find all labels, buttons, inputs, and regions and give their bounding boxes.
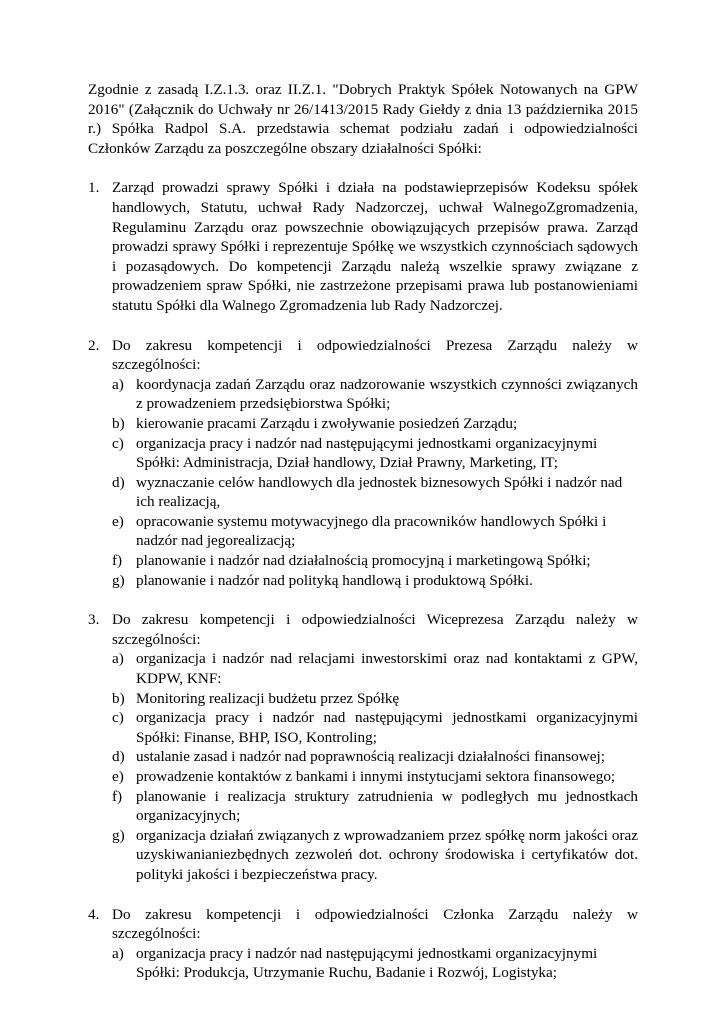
item-text: organizacja i nadzór nad relacjami inwestorskimi oraz nad kontaktami z GPW, KDPW, KNF: xyxy=(136,650,638,688)
item-text: wyznaczanie celów handlowych dla jednostek biznesowych Spółki i nadzór nad ich realizacją, xyxy=(136,473,623,511)
item-letter: g) xyxy=(112,826,125,844)
item-text: organizacja pracy i nadzór nad następującymi jednostkami organizacyjnymi Spółki: Finanse, BHP, ISO, Kontroling; xyxy=(136,709,638,746)
list-item xyxy=(112,689,638,709)
section-text: Do zakresu kompetencji i odpowiedzialności Prezesa Zarządu należy w szczególności: xyxy=(112,336,638,374)
item-letter: c) xyxy=(112,709,124,727)
item-text: ustalanie zasad i nadzór nad poprawnością realizacji działalności finansowej; xyxy=(136,748,605,766)
item-letter: b) xyxy=(112,414,125,432)
item-list xyxy=(112,944,638,983)
item-text: organizacja pracy i nadzór nad następującymi jednostkami organizacyjnymi Spółki: Administracja, Dział handlowy, Dział Prawny, Marketing, IT; xyxy=(136,434,598,472)
list-item xyxy=(112,512,638,551)
section-number: 2. xyxy=(88,336,100,354)
item-text: kierowanie pracami Zarządu i zwoływanie posiedzeń Zarządu; xyxy=(136,414,518,432)
section-text: Zarząd prowadzi sprawy Spółki i działa na podstawieprzepisów Kodeksu spółek handlowych, Statutu, uchwał Rady Nadzorczej, uchwał WalnegoZgromadzenia, Regulaminu Zarządu oraz powszechnie obowiązujących przepisów prawa. Zarząd prowadzi sprawy Spółki i reprezentuje Spółkę we wszystkich czynnościach sądowych i pozasądowych. Do kompetencji Zarządu należą wszelkie sprawy związane z prowadzeniem spraw Spółki, nie zastrzeżone przepisami prawa lub postanowieniami statutu Spółki dla Walnego Zgromadzenia lub Rady Nadzorczej. xyxy=(112,179,638,314)
section-number: 4. xyxy=(88,905,100,923)
item-text: organizacja działań związanych z wprowadzaniem przez spółkę norm jakości oraz uzyskiwanianiezbędnych zezwoleń dot. ochrony środowiska i certyfikatów dot. polityki jakości i bezpieczeństwa pracy. xyxy=(136,826,638,883)
item-letter: a) xyxy=(112,944,124,962)
list-item xyxy=(112,375,638,414)
item-letter: a) xyxy=(112,650,124,668)
item-letter: f) xyxy=(112,552,123,570)
list-item xyxy=(112,787,638,826)
list-item xyxy=(112,434,638,473)
item-text: prowadzenie kontaktów z bankami i innymi instytucjami sektora finansowego; xyxy=(136,768,616,785)
list-item xyxy=(112,649,638,688)
list-item xyxy=(112,944,638,983)
item-letter: e) xyxy=(112,768,124,785)
item-letter: c) xyxy=(112,434,124,452)
item-letter: a) xyxy=(112,375,124,393)
list-item xyxy=(112,473,638,512)
item-text: planowanie i realizacja struktury zatrudnienia w podległych mu jednostkach organizacyjnych; xyxy=(136,787,638,825)
item-list xyxy=(112,649,638,884)
item-letter: d) xyxy=(112,473,125,491)
item-text: planowanie i nadzór nad polityką handlową i produktową Spółki. xyxy=(136,571,533,589)
list-item xyxy=(112,551,638,571)
list-item xyxy=(112,747,638,767)
section-text: Do zakresu kompetencji i odpowiedzialności Wiceprezesa Zarządu należy w szczególności: xyxy=(112,611,638,648)
item-text: Monitoring realizacji budżetu przez Spółkę xyxy=(136,689,400,707)
section-3 xyxy=(88,610,638,884)
list-item xyxy=(112,826,638,885)
item-text: organizacja pracy i nadzór nad następującymi jednostkami organizacyjnymi Spółki: Produkcja, Utrzymanie Ruchu, Badanie i Rozwój, Logistyka; xyxy=(136,944,598,982)
document-content xyxy=(88,80,638,1003)
intro-paragraph: Zgodnie z zasadą I.Z.1.3. oraz II.Z.1. "Dobrych Praktyk Spółek Notowanych na GPW 2016" (Załącznik do Uchwały nr 26/1413/2015 Rady Giełdy z dnia 13 października 2015 r.) Spółka Radpol S.A. przedstawia schemat podziału zadań i odpowiedzialności Członków Zarządu za poszczególne obszary działalności Spółki: xyxy=(88,81,638,157)
item-letter: g) xyxy=(112,571,125,589)
list-item xyxy=(112,414,638,434)
item-list xyxy=(112,375,638,591)
item-letter: e) xyxy=(112,512,124,530)
item-letter: d) xyxy=(112,748,125,766)
item-letter: b) xyxy=(112,689,125,707)
list-item xyxy=(112,571,638,591)
section-1 xyxy=(88,178,638,315)
item-text: opracowanie systemu motywacyjnego dla pracowników handlowych Spółki i nadzór nad jegorealizacją; xyxy=(136,512,607,550)
list-item xyxy=(112,767,638,787)
item-text: planowanie i nadzór nad działalnością promocyjną i marketingową Spółki; xyxy=(136,552,591,570)
list-item xyxy=(112,708,638,747)
section-2 xyxy=(88,336,638,591)
section-number: 1. xyxy=(88,179,100,197)
item-text: koordynacja zadań Zarządu oraz nadzorowanie wszystkich czynności związanych z prowadzeniem przedsiębiorstwa Spółki; xyxy=(136,375,638,413)
section-number: 3. xyxy=(88,611,100,629)
item-letter: f) xyxy=(112,787,123,805)
section-4 xyxy=(88,905,638,983)
section-text: Do zakresu kompetencji i odpowiedzialności Członka Zarządu należy w szczególności: xyxy=(112,905,638,943)
